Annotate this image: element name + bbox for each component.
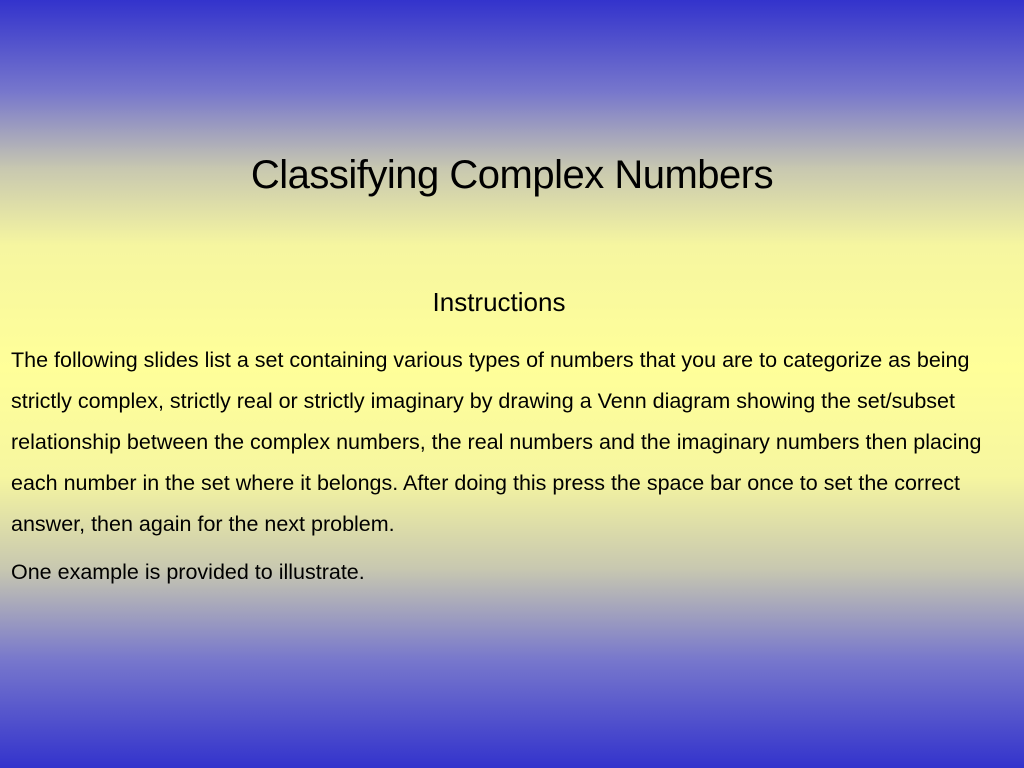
- instructions-paragraph: The following slides list a set containing various types of numbers that you are to categorize as being strictly complex, strictly real or strictly imaginary by drawing a Venn diagram showing the set/subset relationship between the complex numbers, the real numbers and the imaginary numbers then placing each number in the set where it belongs. After doing this press the space bar once to set the correct answer, then again for the next problem.: [11, 348, 982, 536]
- instructions-heading: Instructions: [432, 287, 566, 317]
- example-note: One example is provided to illustrate.: [11, 560, 365, 584]
- slide-title: Classifying Complex Numbers: [250, 153, 774, 197]
